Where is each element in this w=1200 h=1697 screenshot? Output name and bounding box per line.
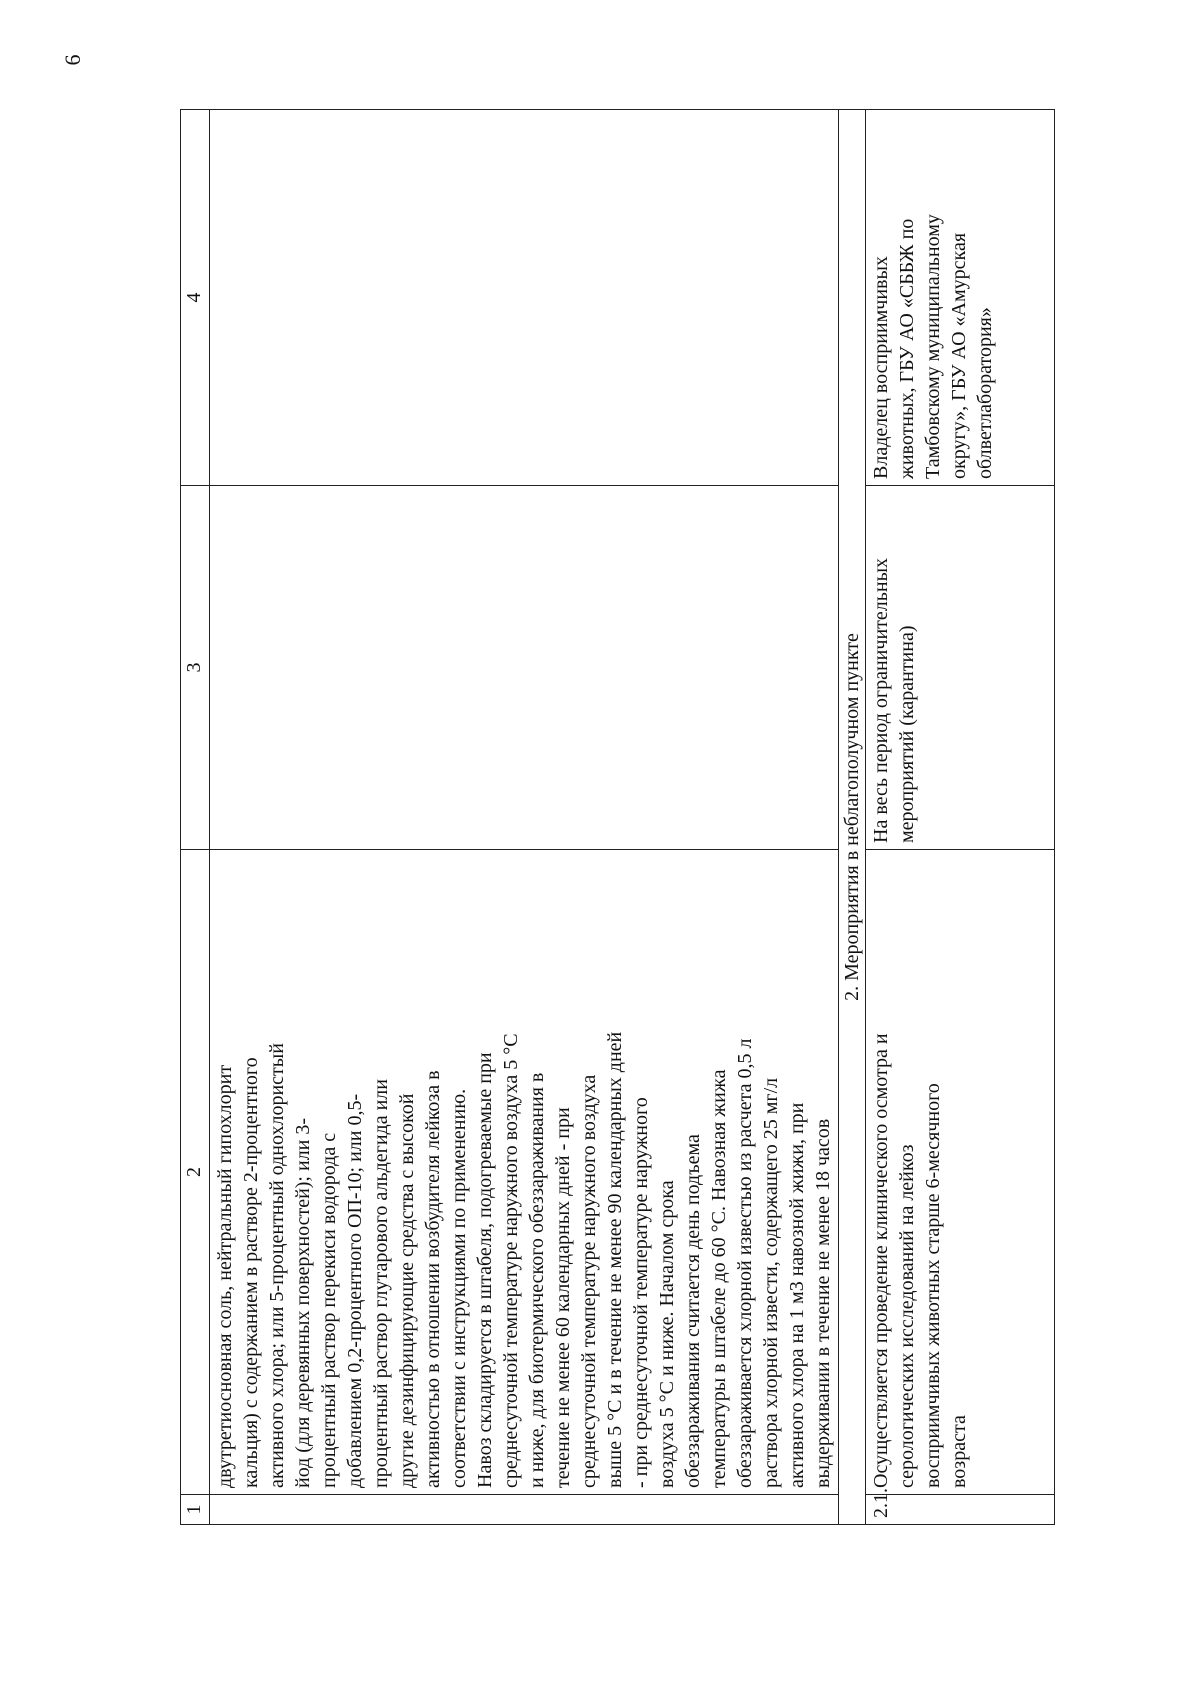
text-line: Тамбовскому муниципальному xyxy=(922,214,944,479)
cell-number: 2.1. xyxy=(866,1495,1055,1525)
text-line: выдерживании в течение не менее 18 часов xyxy=(812,1118,834,1488)
cell-description xyxy=(866,850,1055,1495)
text-line: возраста xyxy=(948,1415,970,1488)
measures-table xyxy=(180,109,1055,1525)
page-number: 6 xyxy=(60,54,85,66)
cell-description xyxy=(210,850,839,1495)
text-line: округу», ГБУ АО «Амурская xyxy=(948,232,970,479)
rotated-document-page xyxy=(60,54,1060,1525)
text-line: Осуществляется проведение клинического осмотра и xyxy=(870,1033,892,1488)
text-line: выше 5 °С и в течение не менее 90 календарных дней xyxy=(604,1031,626,1488)
text-line: среднесуточной температуре наружного воздуха xyxy=(578,1074,600,1488)
text-line: активностью в отношении возбудителя лейкоза в xyxy=(422,1070,444,1488)
text-line: Навоз складируется в штабеля, подогреваемые при xyxy=(474,1052,496,1488)
text-line: - при среднесуточной температуре наружного xyxy=(630,1097,652,1488)
text-line: Владелец восприимчивых xyxy=(870,256,892,479)
text-line: животных, ГБУ АО «СББЖ по xyxy=(896,218,918,479)
header-cell-3: 3 xyxy=(181,486,210,850)
text-line: воздуха 5 °С и ниже. Началом срока xyxy=(656,1180,678,1488)
text-line: активного хлора на 1 м3 навозной жижи, при xyxy=(786,1102,808,1488)
section-row xyxy=(839,110,866,1525)
section-title: 2. Мероприятия в неблагополучном пункте xyxy=(839,110,866,1525)
table-row-continuation xyxy=(210,110,839,1525)
text-line: йод (для деревянных поверхностей); или 3- xyxy=(292,1117,314,1488)
text-line: и ниже, для биотермического обеззараживания в xyxy=(526,1072,548,1488)
text-line: обеззараживается хлорной известью из расчета 0,5 л xyxy=(734,1038,756,1488)
text-line: течение не менее 60 календарных дней - при xyxy=(552,1107,574,1488)
header-cell-1: 1 xyxy=(181,1495,210,1525)
text-line: температуры в штабеле до 60 °С. Навозная жижа xyxy=(708,1069,730,1488)
cell-deadline xyxy=(210,486,839,850)
table-row-2-1 xyxy=(866,110,1055,1525)
text-line: раствора хлорной извести, содержащего 25 мг/л xyxy=(760,1077,782,1488)
text-line: среднесуточной температуре наружного воздуха 5 °С xyxy=(500,1033,522,1488)
cell-number xyxy=(210,1495,839,1525)
header-cell-2: 2 xyxy=(181,850,210,1495)
text-line: кальция) с содержанием в растворе 2-процентного xyxy=(240,1057,262,1488)
text-line: активного хлора; или 5-процентный однохлористый xyxy=(266,1043,288,1488)
text-line: другие дезинфицирующие средства с высокой xyxy=(396,1093,418,1488)
text-line: облветлаборатория» xyxy=(974,307,996,479)
text-line: процентный раствор перекиси водорода с xyxy=(318,1132,340,1488)
text-line: процентный раствор глутарового альдегида или xyxy=(370,1079,392,1488)
text-line: мероприятий (карантина) xyxy=(896,625,918,843)
cell-deadline xyxy=(866,486,1055,850)
text-line: добавлением 0,2-процентного ОП-10; или 0,5- xyxy=(344,1093,366,1488)
text-line: На весь период ограничительных xyxy=(870,557,892,843)
text-line: соответствии с инструкциями по применению. xyxy=(448,1088,470,1488)
cell-responsible xyxy=(866,110,1055,486)
cell-responsible xyxy=(210,110,839,486)
text-line: восприимчивых животных старше 6-месячного xyxy=(922,1083,944,1488)
header-cell-4: 4 xyxy=(181,110,210,486)
table-header-row xyxy=(181,110,210,1525)
text-line: обеззараживания считается день подъема xyxy=(682,1134,704,1488)
text-line: серологических исследований на лейкоз xyxy=(896,1144,918,1488)
text-line: двутретиосновная соль, нейтральный гипохлорит xyxy=(214,1064,236,1488)
